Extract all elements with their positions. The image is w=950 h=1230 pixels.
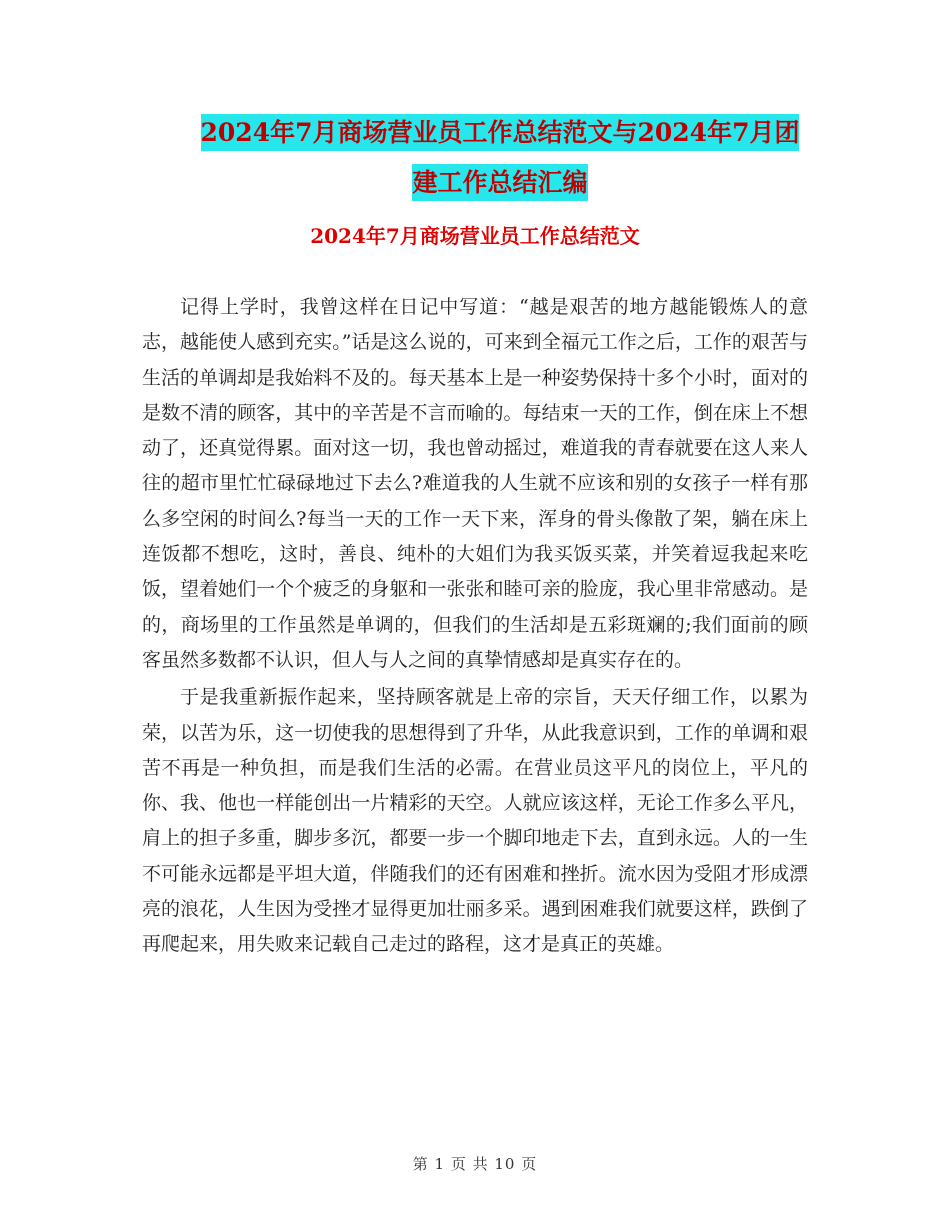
body-text bbox=[142, 290, 808, 965]
paragraph-1: 记得上学时，我曾这样在日记中写道：“越是艰苦的地方越能锻炼人的意志，越能使人感到充实。”话是这么说的，可来到全福元工作之后，工作的艰苦与生活的单调却是我始料不及的。每天基本上是一种姿势保持十多个小时，面对的是数不清的顾客，其中的辛苦是不言而喻的。每结束一天的工作，倒在床上不想动了，还真觉得累。面对这一切，我也曾动摇过，难道我的青春就要在这人来人往的超市里忙忙碌碌地过下去么?难道我的人生就不应该和别的女孩子一样有那么多空闲的时间么?每当一天的工作一天下来，浑身的骨头像散了架，躺在床上连饭都不想吃，这时，善良、纯朴的大姐们为我买饭买菜，并笑着逗我起来吃饭，望着她们一个个疲乏的身躯和一张张和睦可亲的脸庞，我心里非常感动。是的，商场里的工作虽然是单调的，但我们的生活却是五彩斑斓的;我们面前的顾客虽然多数都不认识，但人与人之间的真挚情感却是真实存在的。 bbox=[142, 296, 808, 671]
page-footer: 第 1 页 共 10 页 bbox=[412, 1155, 538, 1173]
paragraph-2: 于是我重新振作起来，坚持顾客就是上帝的宗旨，天天仔细工作，以累为荣，以苦为乐，这一切使我的思想得到了升华，从此我意识到，工作的单调和艰苦不再是一种负担，而是我们生活的必需。在营业员这平凡的岗位上，平凡的你、我、他也一样能创出一片精彩的天空。人就应该这样，无论工作多么平凡，肩上的担子多重，脚步多沉，都要一步一个脚印地走下去，直到永远。人的一生不可能永远都是平坦大道，伴随我们的还有困难和挫折。流水因为受阻才形成漂亮的浪花，人生因为受挫才显得更加壮丽多采。遇到困难我们就要这样，跌倒了再爬起来，用失败来记载自己走过的路程，这才是真正的英雄。 bbox=[142, 686, 808, 956]
document-title bbox=[140, 108, 860, 208]
document-title-line-2: 建工作总结汇编 bbox=[412, 164, 587, 201]
document-title-line-1: 2024年7月商场营业员工作总结范文与2024年7月团 bbox=[201, 114, 800, 151]
section-title: 2024年7月商场营业员工作总结范文 bbox=[310, 224, 640, 248]
